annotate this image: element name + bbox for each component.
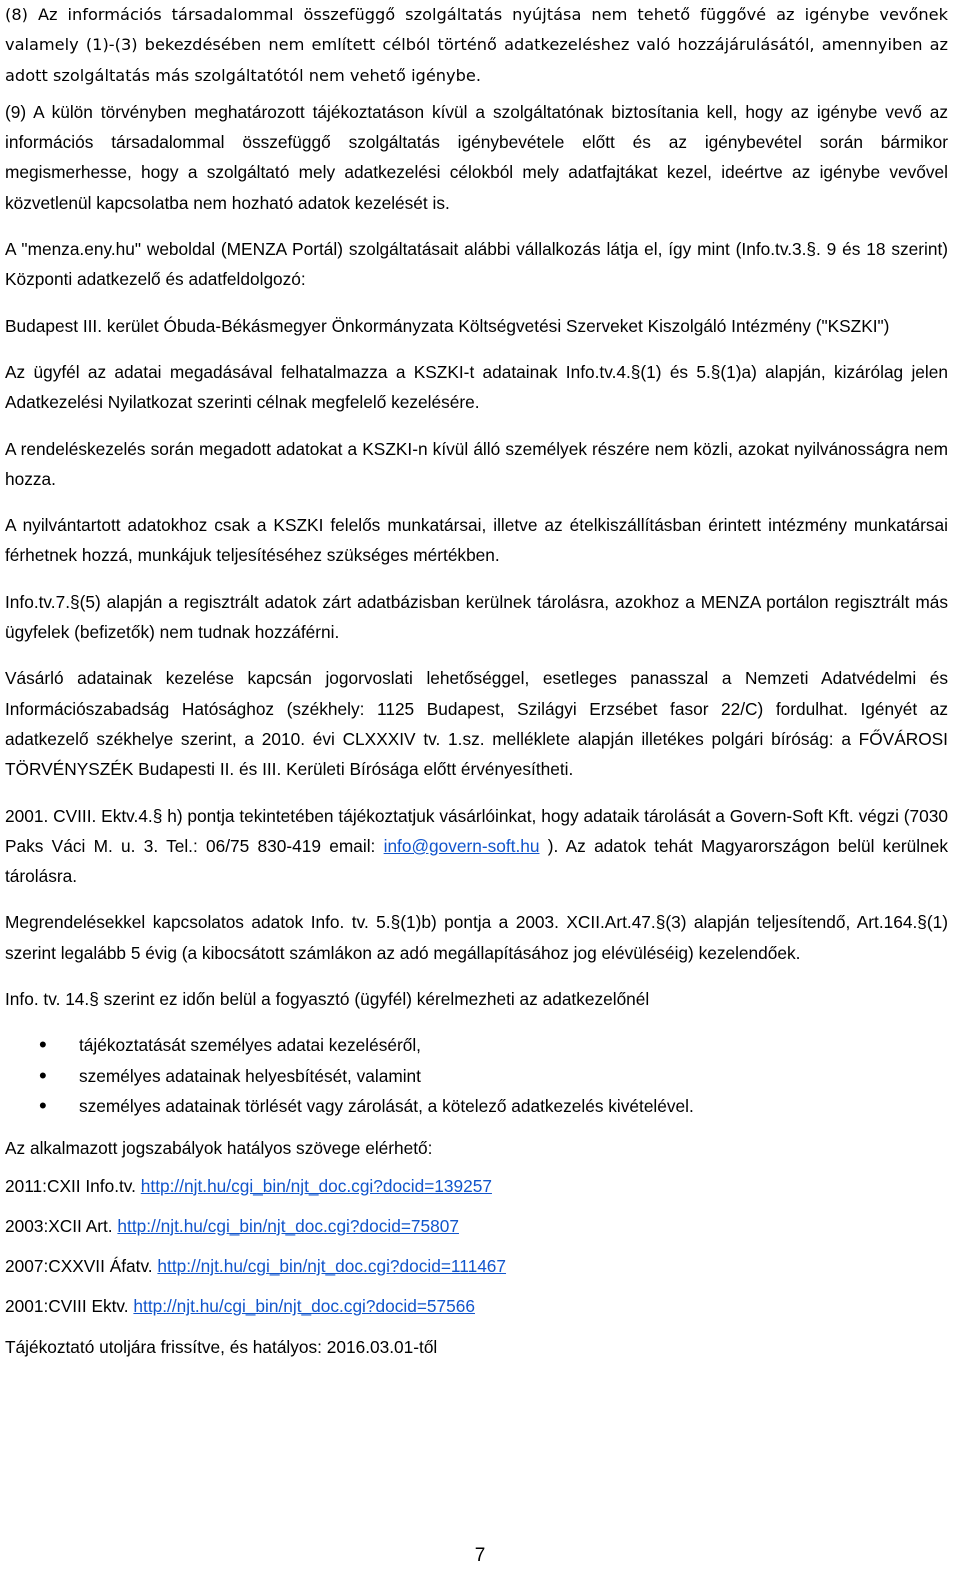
- law-links-list: [5, 1171, 948, 1322]
- paragraph-data-access: A nyilvántartott adatokhoz csak a KSZKI felelős munkatársai, illetve az ételkiszállításban érintett intézmény munkatársai férhetnek hozzá, munkájuk teljesítéséhez szükséges mértékben.: [5, 515, 948, 566]
- request-rights-list: [5, 1030, 948, 1121]
- law-link-row: [5, 1251, 948, 1281]
- ektv-text-after: ). Az adatok tehát Magyarországon belül kerülnek tárolásra.: [5, 835, 948, 887]
- paragraph-last-updated: Tájékoztató utoljára frissítve, és hatályos: 2016.03.01-től: [5, 1336, 438, 1357]
- list-item-text: személyes adatainak helyesbítését, valamint: [79, 1065, 421, 1086]
- paragraph-menza-portal: A "menza.eny.hu" weboldal (MENZA Portál) szolgáltatásait alábbi vállalkozás látja el, így mint (Info.tv.3.§. 9 és 18 szerint) Központi adatkezelő és adatfeldolgozó:: [5, 239, 948, 290]
- list-item: [5, 1030, 948, 1060]
- paragraph-8: (8) Az információs társadalommal összefüggő szolgáltatás nyújtása nem tehető függővé az igénybe vevőnek valamely (1)-(3) bekezdésében nem említett célból történő adatkezeléshez való hozzájárulásától, amennyiben az adott szolgáltatás más szolgáltatótól nem vehető igénybe.: [5, 5, 948, 85]
- email-link[interactable]: info@govern-soft.hu: [383, 835, 540, 856]
- law-link-row: [5, 1211, 948, 1241]
- ektv-text-before: 2001. CVIII. Ektv.4.§ h) pontja tekintetében tájékoztatjuk vásárlóinkat, hogy adataik tárolását a Govern-Soft Kft. végzi (7030 Paks Váci M. u. 3. Tel.: 06/75 830-419 email:: [5, 805, 948, 856]
- law-link-row: [5, 1291, 948, 1321]
- paragraph-authorization: Az ügyfél az adatai megadásával felhatalmazza a KSZKI-t adatainak Info.tv.4.§(1) és 5.§(1)a) alapján, kizárólag jelen Adatkezelési Nyilatkozat szerinti célnak megfelelő kezelésére.: [5, 361, 948, 413]
- paragraph-ektv-storage: [5, 801, 948, 892]
- paragraph-order-handling: A rendeléskezelés során megadott adatokat a KSZKI-n kívül álló személyek részére nem közli, azokat nyilvánosságra nem hozza.: [5, 438, 948, 489]
- bullet-icon: •: [39, 1092, 47, 1118]
- law-label: 2011:CXII Info.tv.: [5, 1175, 136, 1196]
- list-item-text: tájékoztatását személyes adatai kezeléséről,: [79, 1035, 421, 1056]
- law-link[interactable]: http://njt.hu/cgi_bin/njt_doc.cgi?docid=139257: [140, 1175, 492, 1196]
- law-label: 2007:CXXVII Áfatv.: [5, 1256, 153, 1277]
- law-link[interactable]: http://njt.hu/cgi_bin/njt_doc.cgi?docid=57566: [133, 1296, 475, 1317]
- bullet-icon: •: [39, 1032, 47, 1058]
- law-link[interactable]: http://njt.hu/cgi_bin/njt_doc.cgi?docid=111467: [157, 1256, 507, 1277]
- paragraph-closed-database: Info.tv.7.§(5) alapján a regisztrált adatok zárt adatbázisban kerülnek tárolásra, azokhoz a MENZA portálon regisztrált más ügyfelek (befizetők) nem tudnak hozzáférni.: [5, 591, 948, 643]
- paragraph-9: (9) A külön törvényben meghatározott tájékoztatáson kívül a szolgáltatónak biztosítania kell, hogy az igénybe vevő az információs társadalommal összefüggő szolgáltatás igénybevétele előtt és az igénybevétel során bármikor megismerhesse, hogy a szolgáltató mely adatkezelési célokból mely adatfajtákat kezel, ideértve az igénybe vevővel közvetlenül kapcsolatba nem hozható adatok kezelését is.: [5, 101, 948, 213]
- paragraph-legal-remedy: Vásárló adatainak kezelése kapcsán jogorvoslati lehetőséggel, esetleges panasszal a Nemzeti Adatvédelmi és Információszabadság Hatósághoz (székhely: 1125 Budapest, Szilágyi Erzsébet fasor 22/C) fordulhat. Igényét az adatkezelő székhelye szerint, a 2010. évi CLXXXIV tv. 1.sz. melléklete alapján illetékes polgári bíróság: a FŐVÁROSI TÖRVÉNYSZÉK Budapesti II. és III. Kerületi Bírósága előtt érvényesítheti.: [5, 668, 948, 780]
- list-item: [5, 1091, 948, 1121]
- page-number: 7: [474, 1545, 486, 1566]
- law-label: 2001:CVIII Ektv.: [5, 1296, 129, 1317]
- paragraph-laws-intro: Az alkalmazott jogszabályok hatályos szövege elérhető:: [5, 1138, 433, 1159]
- law-link[interactable]: http://njt.hu/cgi_bin/njt_doc.cgi?docid=75807: [117, 1215, 459, 1236]
- list-item-text: személyes adatainak törlését vagy zárolását, a kötelező adatkezelés kivételével.: [79, 1095, 694, 1116]
- bullet-icon: •: [39, 1062, 47, 1088]
- law-link-row: [5, 1171, 948, 1201]
- paragraph-request-intro: Info. tv. 14.§ szerint ez időn belül a fogyasztó (ügyfél) kérelmezheti az adatkezelőnél: [5, 989, 650, 1010]
- list-item: [5, 1061, 948, 1091]
- paragraph-order-data: Megrendelésekkel kapcsolatos adatok Info. tv. 5.§(1)b) pontja a 2003. XCII.Art.47.§(3) alapján teljesítendő, Art.164.§(1) szerint legalább 5 évig (a kibocsátott számlákon az adó megállapításához jog elévüléséig) kezelendőek.: [5, 912, 948, 963]
- law-label: 2003:XCII Art.: [5, 1215, 113, 1236]
- paragraph-kszki: Budapest III. kerület Óbuda-Békásmegyer Önkormányzata Költségvetési Szerveket Kiszolgáló Intézmény ("KSZKI"): [5, 315, 890, 336]
- document-page: [5, 0, 948, 1378]
